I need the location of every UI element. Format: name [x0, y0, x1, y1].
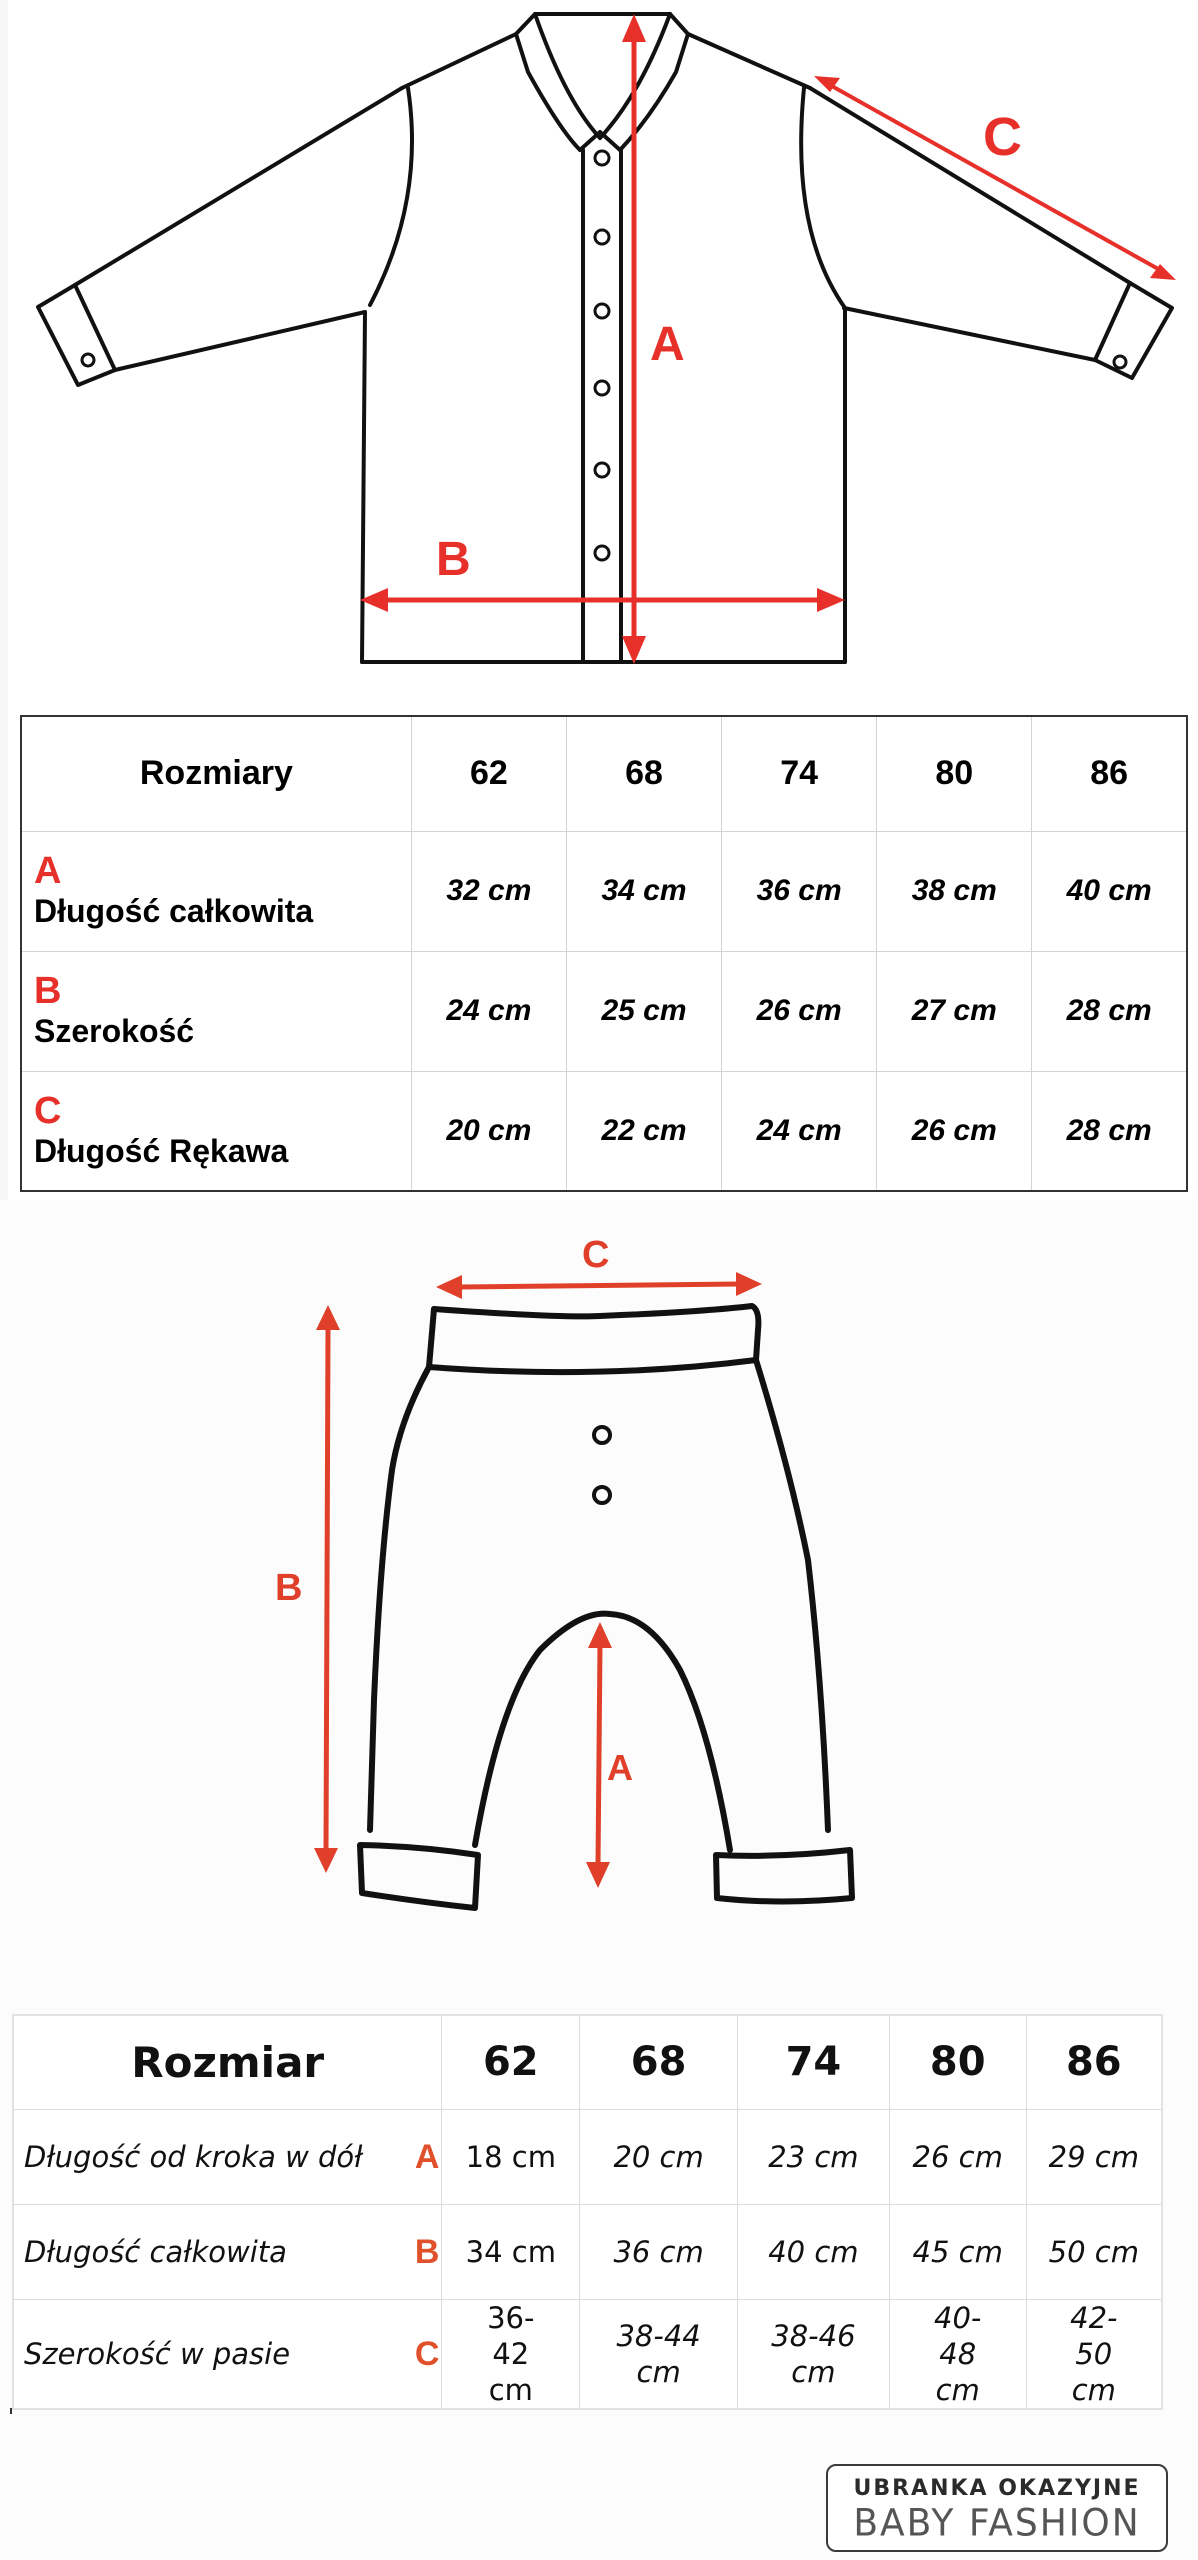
table-cell: 27 cm	[877, 951, 1032, 1071]
pants-size-68: 68	[580, 2015, 738, 2109]
shirt-size-80: 80	[877, 716, 1032, 831]
table-cell: 24 cm	[722, 1071, 877, 1191]
pants-table-row-c	[13, 2299, 1162, 2409]
table-cell: 25 cm	[566, 951, 721, 1071]
shirt-row-letter: B	[34, 970, 62, 1012]
table-cell: 45 cm	[889, 2204, 1026, 2299]
pants-row-desc: Długość całkowita	[24, 2234, 287, 2269]
pants-size-74: 74	[738, 2015, 890, 2109]
table-cell: 36 cm	[580, 2204, 738, 2299]
shirt-row-desc: Długość całkowita	[34, 893, 314, 929]
pants-row-desc: Długość od kroka w dół	[24, 2139, 363, 2174]
shirt-label-b: B	[436, 533, 471, 586]
pants-size-80: 80	[889, 2015, 1026, 2109]
pants-row-desc: Szerokość w pasie	[24, 2336, 291, 2371]
table-cell: 40 cm	[1032, 831, 1187, 951]
shirt-size-86: 86	[1032, 716, 1187, 831]
pants-row-label	[13, 2299, 442, 2409]
table-cell: 38 cm	[877, 831, 1032, 951]
table-cell: 50 cm	[1026, 2204, 1162, 2299]
pants-row-letter: B	[414, 2232, 440, 2271]
pants-row-label	[13, 2109, 442, 2204]
table-cell: 24 cm	[411, 951, 566, 1071]
table-cell: 36 cm	[722, 831, 877, 951]
shirt-size-62: 62	[411, 716, 566, 831]
pants-row-label	[13, 2204, 442, 2299]
shirt-header-label: Rozmiary	[21, 716, 411, 831]
table-cell: 34 cm	[566, 831, 721, 951]
table-cell: 26 cm	[877, 1071, 1032, 1191]
stray-mark	[10, 2408, 12, 2414]
table-cell: 36-42 cm	[442, 2299, 580, 2409]
pants-header-label: Rozmiar	[13, 2015, 442, 2109]
table-cell: 20 cm	[580, 2109, 738, 2204]
table-cell: 28 cm	[1032, 951, 1187, 1071]
table-cell: 38-46 cm	[738, 2299, 890, 2409]
table-cell: 23 cm	[738, 2109, 890, 2204]
pants-label-b: B	[275, 1567, 303, 1609]
table-cell: 29 cm	[1026, 2109, 1162, 2204]
shirt-size-74: 74	[722, 716, 877, 831]
table-cell: 32 cm	[411, 831, 566, 951]
shirt-row-letter: C	[34, 1089, 62, 1132]
pants-label-a: A	[607, 1747, 633, 1788]
shirt-row-desc: Szerokość	[34, 1013, 195, 1049]
table-cell: 18 cm	[442, 2109, 580, 2204]
shirt-label-a: A	[650, 318, 685, 371]
table-cell: 26 cm	[889, 2109, 1026, 2204]
shirt-size-68: 68	[566, 716, 721, 831]
table-cell: 20 cm	[411, 1071, 566, 1191]
brand-logo-line1: UBRANKA OKAZYJNE	[853, 2476, 1141, 2501]
shirt-row-desc: Długość Rękawa	[34, 1132, 289, 1169]
table-cell: 22 cm	[566, 1071, 721, 1191]
pants-table-row-b	[13, 2204, 1162, 2299]
pants-table-row-a	[13, 2109, 1162, 2204]
table-cell: 26 cm	[722, 951, 877, 1071]
pants-size-86: 86	[1026, 2015, 1162, 2109]
brand-logo-line2: BABY FASHION	[853, 2501, 1141, 2546]
table-cell: 40-48 cm	[889, 2299, 1026, 2409]
table-cell: 28 cm	[1032, 1071, 1187, 1191]
shirt-row-letter: A	[34, 850, 62, 892]
table-cell: 38-44 cm	[580, 2299, 738, 2409]
pants-row-letter: A	[414, 2137, 440, 2176]
pants-size-62: 62	[442, 2015, 580, 2109]
shirt-label-c: C	[983, 107, 1022, 167]
table-cell: 40 cm	[738, 2204, 890, 2299]
table-cell: 42-50 cm	[1026, 2299, 1162, 2409]
pants-table-header-row	[13, 2015, 1162, 2109]
pants-size-table	[12, 2014, 1163, 2410]
pants-label-c: C	[582, 1234, 610, 1276]
brand-logo	[826, 2464, 1168, 2552]
table-cell: 34 cm	[442, 2204, 580, 2299]
pants-row-letter: C	[414, 2334, 440, 2373]
